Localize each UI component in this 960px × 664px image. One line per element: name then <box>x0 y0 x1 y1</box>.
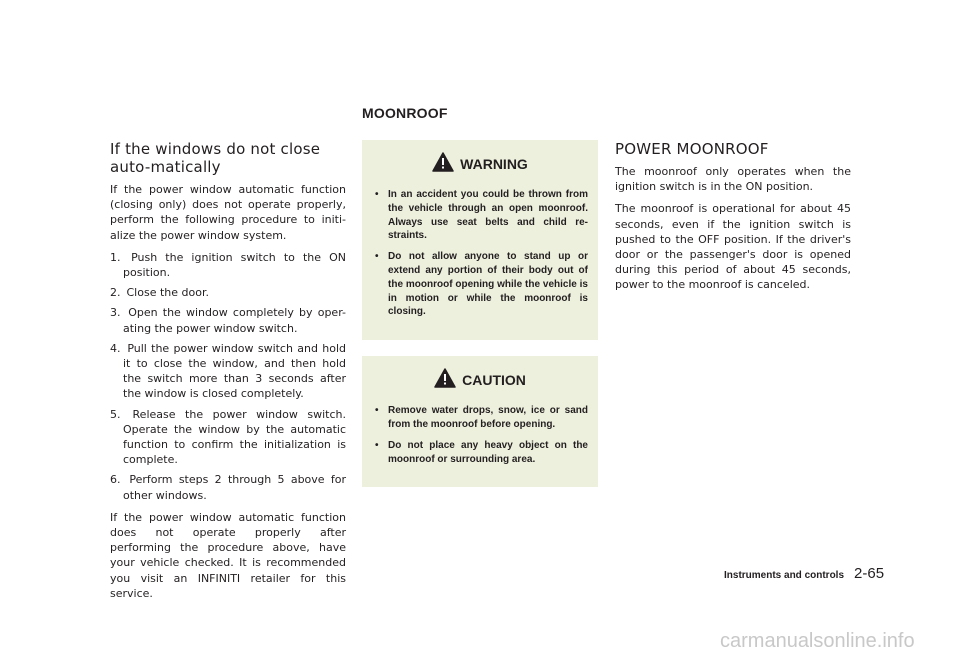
right-column <box>615 140 851 300</box>
bullet-icon: • <box>375 189 379 200</box>
step-number: 1. <box>110 250 121 264</box>
step-item <box>110 250 346 280</box>
step-item <box>110 341 346 402</box>
warning-box <box>362 140 598 340</box>
warning-item-text: Do not allow anyone to stand up or extend any portion of their body out of the moonroof opening while the vehicle is in motion or while the moonroof is closing. <box>388 251 588 318</box>
caution-item <box>372 404 588 432</box>
caution-title: CAUTION <box>462 372 526 389</box>
steps-list <box>110 250 346 503</box>
bullet-icon: • <box>375 405 379 417</box>
middle-column <box>362 140 598 503</box>
left-column <box>110 140 346 608</box>
warning-item <box>372 188 588 243</box>
step-item <box>110 472 346 502</box>
caution-triangle-icon <box>434 368 456 392</box>
page-number: 2-65 <box>854 565 885 582</box>
section-header: MOONROOF <box>362 105 448 121</box>
caution-item-text: Do not place any heavy object on the moonroof or surrounding area. <box>388 439 588 465</box>
step-text: Release the power window switch. Operate the window by the automatic function to confirm the initialization is complete. <box>123 407 346 467</box>
step-item <box>110 305 346 335</box>
caution-list <box>372 404 588 466</box>
caution-item-text: Remove water drops, snow, ice or sand from the moonroof before opening. <box>388 405 588 430</box>
bullet-icon: • <box>375 251 379 263</box>
watermark: carmanualsonline.info <box>720 630 915 652</box>
step-item <box>110 285 346 300</box>
step-text: Open the window completely by oper-ating the power window switch. <box>123 306 346 335</box>
warning-list <box>372 188 588 319</box>
page-footer <box>724 565 884 582</box>
warning-title: WARNING <box>460 156 528 172</box>
windows-intro: If the power window automatic function (closing only) does not operate properly, perform the following procedure to initi-alize the power window system. <box>110 183 346 242</box>
power-moonroof-para-1: The moonroof only operates when the ignition switch is in the ON position. <box>615 165 851 194</box>
warning-title-row <box>372 152 588 176</box>
step-number: 4. <box>110 341 121 355</box>
warning-item-text: In an accident you could be thrown from the vehicle through an open moonroof. Always use seat belts and child re-straints. <box>388 189 588 242</box>
step-number: 3. <box>110 306 121 320</box>
windows-closing: If the power window automatic function does not operate properly after performing the procedure above, have your vehicle checked. It is recommended you visit an INFINITI retailer for this service. <box>110 510 346 600</box>
step-text: Pull the power window switch and hold it to close the window, and then hold the switch more than 3 seconds after the window is closed completely. <box>123 341 347 401</box>
step-number: 2. <box>110 286 121 300</box>
step-text: Push the ignition switch to the ON position. <box>123 250 346 280</box>
caution-box <box>362 356 598 487</box>
step-text: Perform steps 2 through 5 above for other windows. <box>123 473 346 502</box>
caution-item <box>372 439 588 467</box>
step-item <box>110 407 346 468</box>
warning-triangle-icon <box>432 152 454 176</box>
step-text: Close the door. <box>126 286 209 300</box>
warning-item <box>372 250 588 319</box>
caution-title-row <box>372 368 588 392</box>
step-number: 5. <box>110 407 121 421</box>
step-number: 6. <box>110 473 121 487</box>
windows-heading: If the windows do not close auto-matically <box>110 140 321 176</box>
power-moonroof-para-2: The moonroof is operational for about 45 seconds, even if the ignition switch is pushed to the OFF position. If the driver's door or the passenger's door is opened during this period of about 45 seconds, power to the moonroof is canceled. <box>615 202 851 292</box>
power-moonroof-heading: POWER MOONROOF <box>615 140 769 158</box>
footer-chapter-label: Instruments and controls <box>724 570 845 581</box>
bullet-icon: • <box>375 439 379 451</box>
